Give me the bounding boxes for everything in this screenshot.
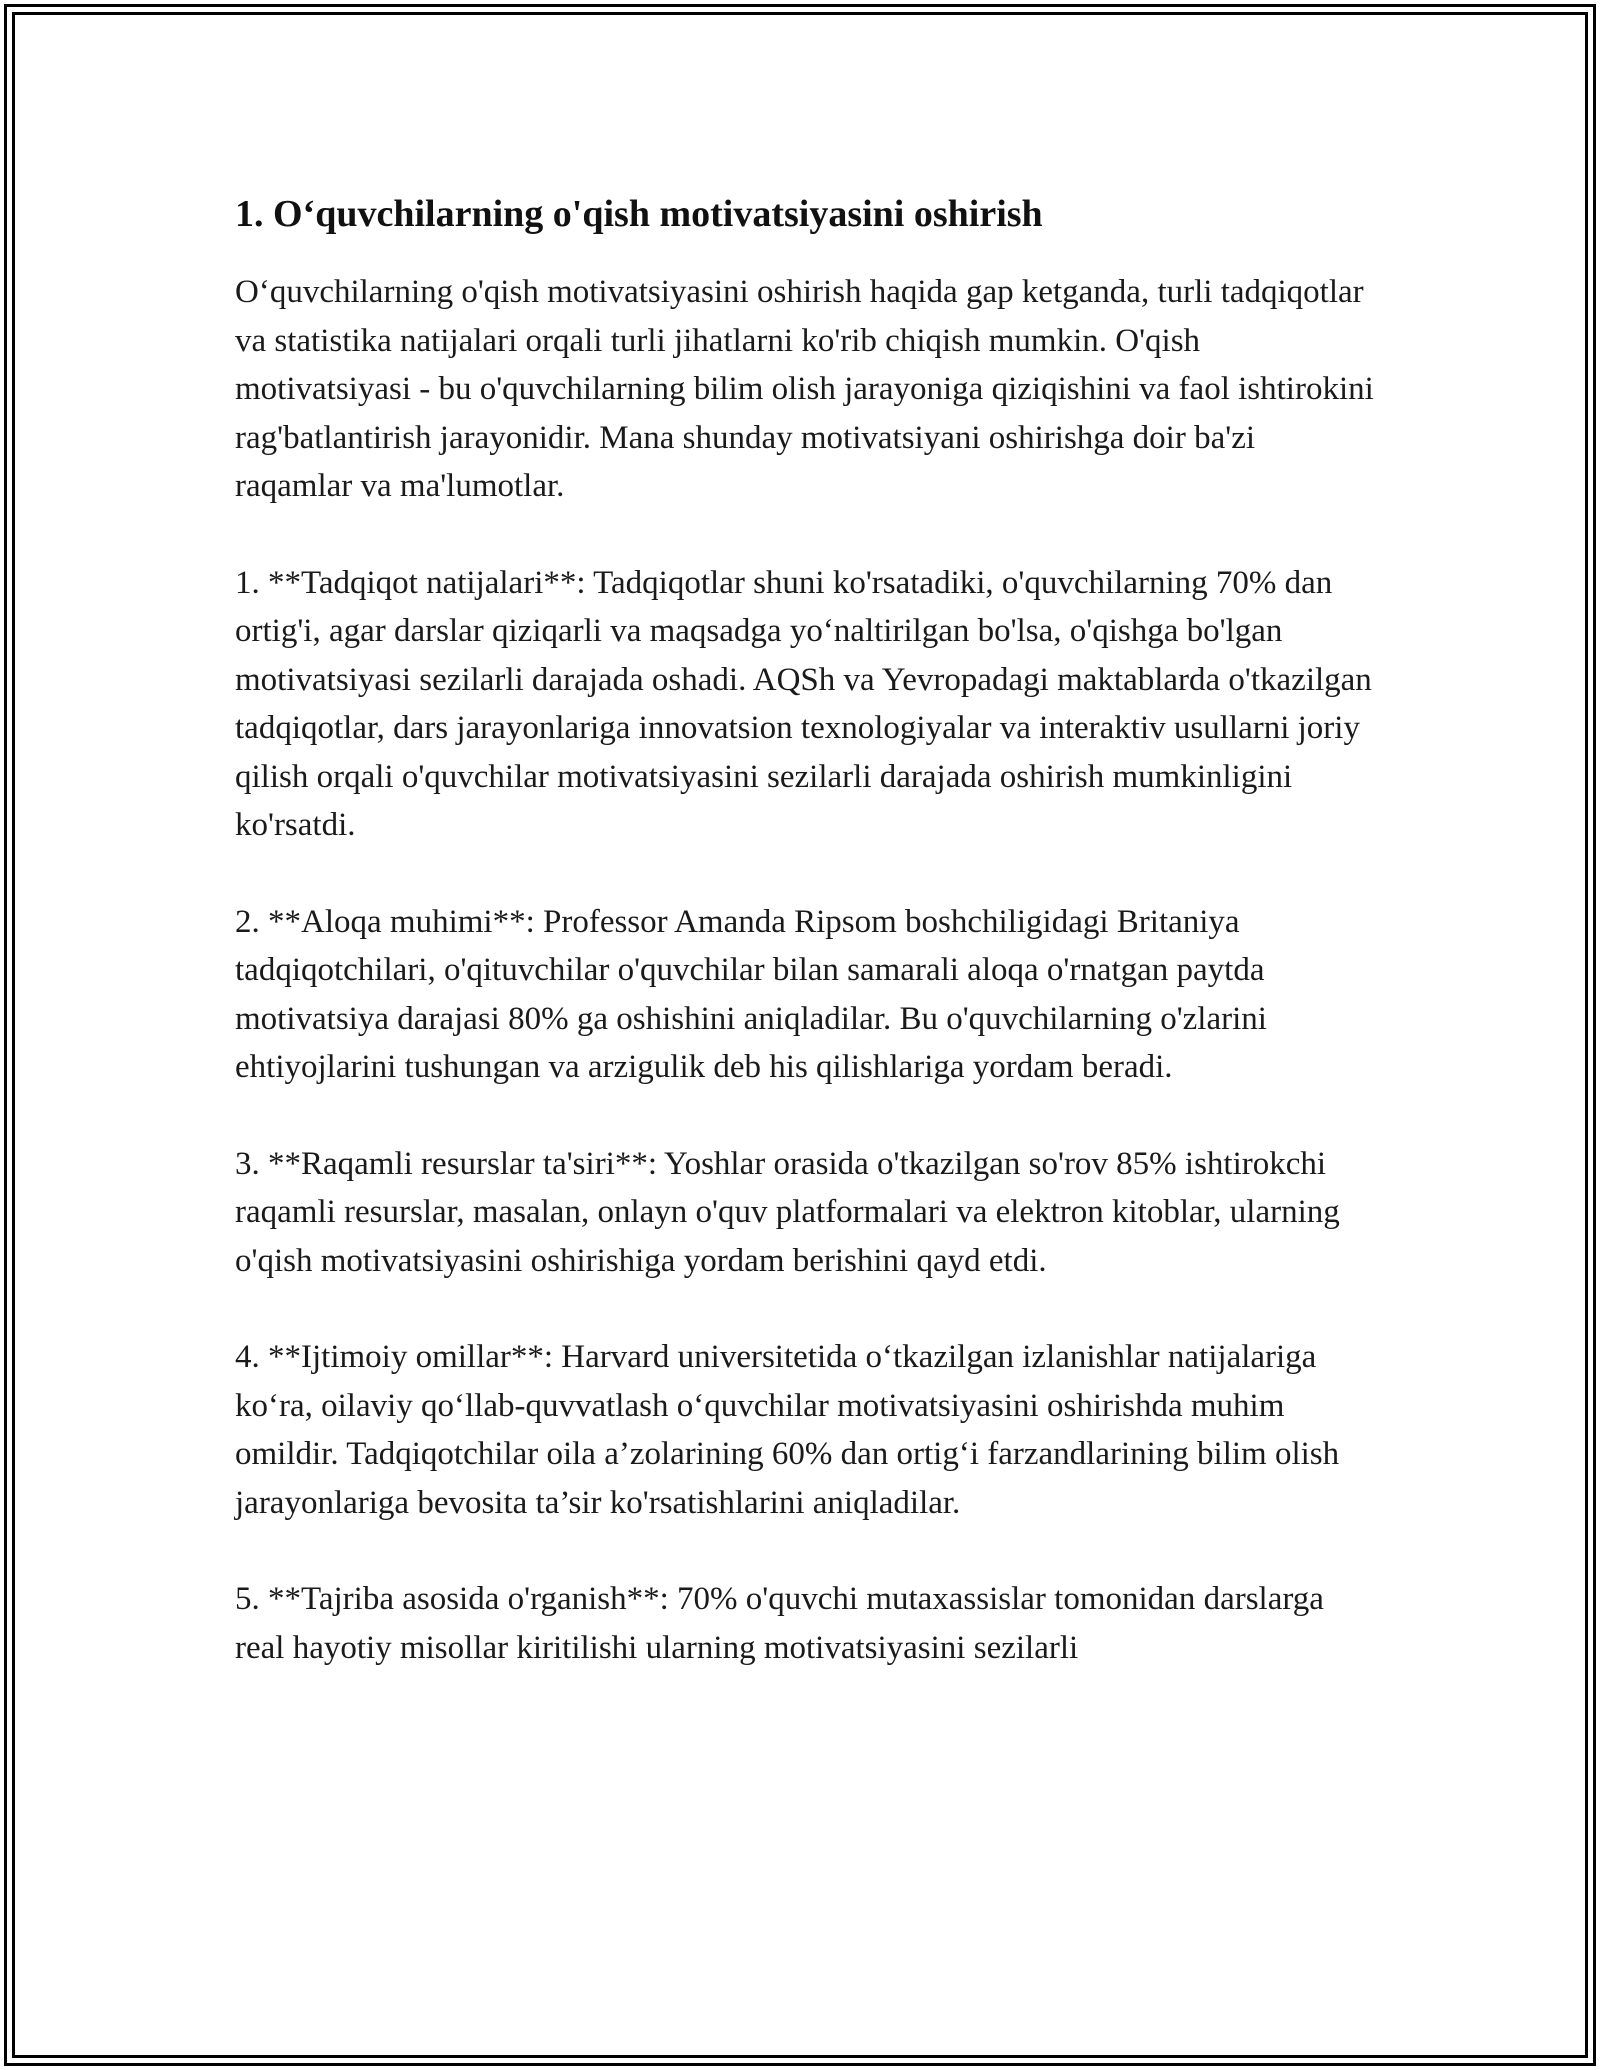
point-4-paragraph: 4. **Ijtimoiy omillar**: Harvard universitetida o‘tkazilgan izlanishlar natijalariga ko‘ra, oilaviy qo‘llab-quvvatlash o‘quvchilar motivatsiyasini oshirishda muhim omildir. Tadqiqotchilar oila a’zolarining 60% dan ortig‘i farzandlarining bilim olish jarayonlariga bevosita ta’sir ko'rsatishlarini aniqladilar. <box>235 1339 1340 1521</box>
point-1-paragraph: 1. **Tadqiqot natijalari**: Tadqiqotlar shuni ko'rsatadiki, o'quvchilarning 70% dan ortig'i, agar darslar qiziqarli va maqsadga yo‘naltirilgan bo'lsa, o'qishga bo'lgan motivatsiyasi sezilarli darajada oshadi. AQSh va Yevropadagi maktablarda o'tkazilgan tadqiqotlar, dars jarayonlariga innovatsion texnologiyalar va interaktiv usullarni joriy qilish orqali o'quvchilar motivatsiyasini sezilarli darajada oshirish mumkinligini ko'rsatdi. <box>235 564 1372 843</box>
point-5-paragraph: 5. **Tajriba asosida o'rganish**: 70% o'quvchi mutaxassislar tomonidan darslarga real hayotiy misollar kiritilishi ularning motivatsiyasini sezilarli <box>235 1581 1324 1666</box>
document-body <box>235 188 1375 1720</box>
point-3-paragraph: 3. **Raqamli resurslar ta'siri**: Yoshlar orasida o'tkazilgan so'rov 85% ishtirokchi raqamli resurslar, masalan, onlayn o'quv platformalari va elektron kitoblar, ularning o'qish motivatsiyasini oshirishiga yordam berishini qayd etdi. <box>235 1145 1340 1279</box>
intro-paragraph: O‘quvchilarning o'qish motivatsiyasini oshirish haqida gap ketganda, turli tadqiqotlar va statistika natijalari orqali turli jihatlarni ko'rib chiqish mumkin. O'qish motivatsiyasi - bu o'quvchilarning bilim olish jarayoniga qiziqishini va faol ishtirokini rag'batlantirish jarayonidir. Mana shunday motivatsiyani oshirishga doir ba'zi raqamlar va ma'lumotlar. <box>235 274 1374 504</box>
point-2-paragraph: 2. **Aloqa muhimi**: Professor Amanda Ripsom boshchiligidagi Britaniya tadqiqotchilari, o'qituvchilar o'quvchilar bilan samarali aloqa o'rnatgan paytda motivatsiya darajasi 80% ga oshishini aniqladilar. Bu o'quvchilarning o'zlarini ehtiyojlarini tushungan va arzigulik deb his qilishlariga yordam beradi. <box>235 903 1267 1085</box>
section-heading: 1. O‘quvchilarning o'qish motivatsiyasini oshirish <box>235 193 1043 235</box>
